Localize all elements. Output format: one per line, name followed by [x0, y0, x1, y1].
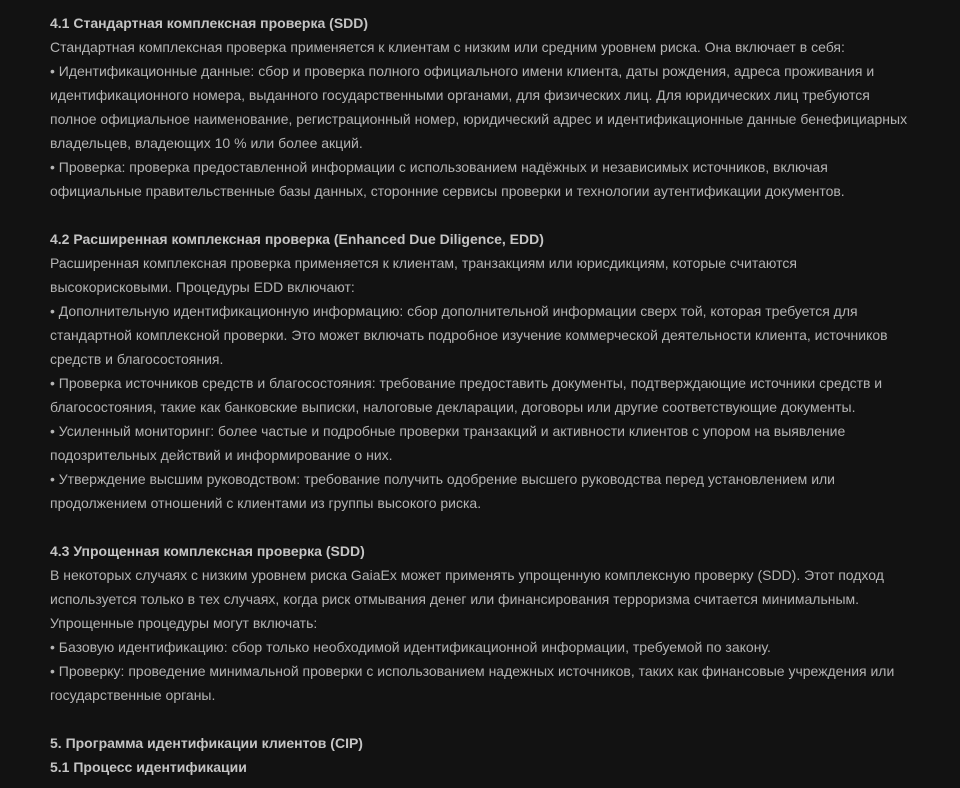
bullet-item: • Усиленный мониторинг: более частые и подробные проверки транзакций и активности клиентов с упором на выявление подозрительных действий и информирование о них. — [50, 423, 846, 463]
document-body — [50, 11, 920, 779]
paragraph: Расширенная комплексная проверка применяется к клиентам, транзакциям или юрисдикциям, которые считаются высокорисковыми. Процедуры EDD включают: — [50, 255, 797, 295]
bullet-item: • Проверку: проведение минимальной проверки с использованием надежных источников, таких как финансовые учреждения или государственные органы. — [50, 663, 895, 703]
section-4-3 — [50, 539, 920, 707]
bullet-item: • Проверка источников средств и благосостояния: требование предоставить документы, подтверждающие источники средств и благосостояния, такие как банковские выписки, налоговые декларации, договоры или другие соответствующие документы. — [50, 375, 883, 415]
section-heading: 4.2 Расширенная комплексная проверка (Enhanced Due Diligence, EDD) — [50, 231, 544, 247]
section-heading: 4.1 Стандартная комплексная проверка (SDD) — [50, 15, 369, 31]
section-heading: 4.3 Упрощенная комплексная проверка (SDD) — [50, 543, 365, 559]
bullet-item: • Идентификационные данные: сбор и проверка полного официального имени клиента, даты рождения, адреса проживания и идентификационного номера, выданного государственными органами, для физических лиц. Для юридических лиц требуются полное официальное наименование, регистрационный номер, юридический адрес и идентификационные данные бенефициарных владельцев, владеющих 10 % или более акций. — [50, 63, 908, 151]
section-heading: 5. Программа идентификации клиентов (CIP) — [50, 735, 363, 751]
subsection-heading: 5.1 Процесс идентификации — [50, 759, 247, 775]
paragraph: Стандартная комплексная проверка применяется к клиентам с низким или средним уровнем риска. Она включает в себя: — [50, 39, 845, 55]
section-5 — [50, 731, 920, 779]
bullet-item: • Утверждение высшим руководством: требование получить одобрение высшего руководства перед установлением или продолжением отношений с клиентами из группы высокого риска. — [50, 471, 835, 511]
bullet-item: • Базовую идентификацию: сбор только необходимой идентификационной информации, требуемой по закону. — [50, 639, 771, 655]
bullet-item: • Проверка: проверка предоставленной информации с использованием надёжных и независимых источников, включая официальные правительственные базы данных, сторонние сервисы проверки и технологии аутентификации документов. — [50, 159, 845, 199]
section-4-2 — [50, 227, 920, 515]
bullet-item: • Дополнительную идентификационную информацию: сбор дополнительной информации сверх той, которая требуется для стандартной комплексной проверки. Это может включать подробное изучение коммерческой деятельности клиента, источников средств и благосостояния. — [50, 303, 888, 367]
paragraph: В некоторых случаях с низким уровнем риска GaiaEx может применять упрощенную комплексную проверку (SDD). Этот подход используется только в тех случаях, когда риск отмывания денег или финансирования терроризма считается минимальным. Упрощенные процедуры могут включать: — [50, 567, 884, 631]
section-4-1 — [50, 11, 920, 203]
